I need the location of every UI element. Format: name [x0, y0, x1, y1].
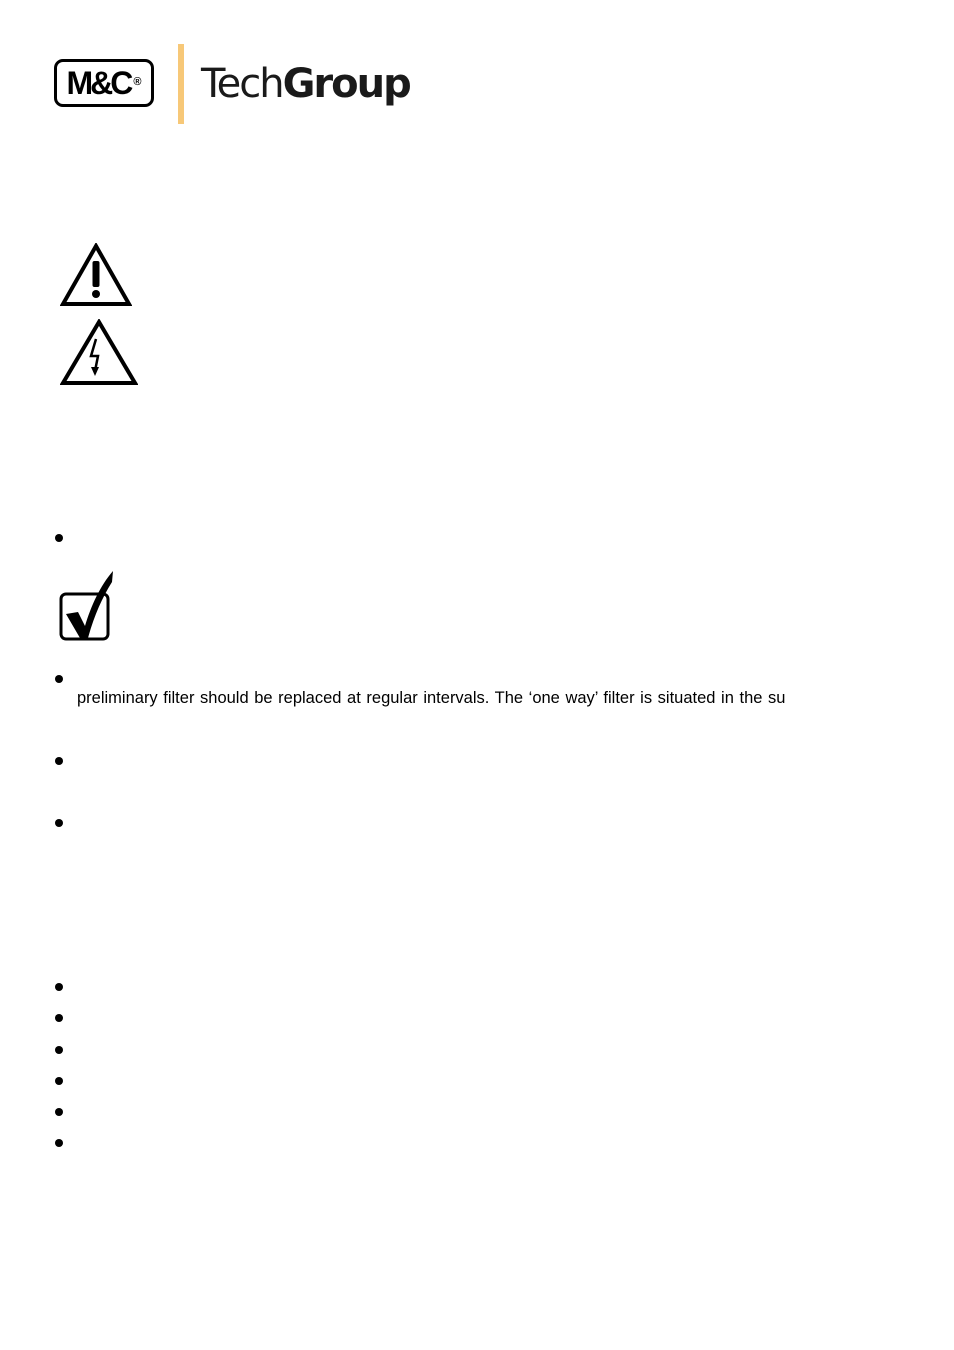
checkbox-check-icon — [58, 568, 116, 644]
electrical-hazard-icon — [60, 319, 138, 387]
mc-logo — [54, 59, 154, 107]
warning-triangle-icon — [60, 243, 132, 307]
list-bullet — [55, 1139, 63, 1147]
logo-text: M&C — [66, 65, 131, 101]
logo-registered-mark: ® — [133, 76, 142, 88]
list-bullet — [55, 819, 63, 827]
list-bullet — [55, 983, 63, 991]
list-bullet — [55, 534, 63, 542]
header-divider — [178, 44, 184, 124]
list-bullet — [55, 1077, 63, 1085]
list-bullet — [55, 1014, 63, 1022]
brand-tech: Tech — [201, 61, 283, 107]
list-bullet — [55, 757, 63, 765]
brand-group: Group — [282, 61, 410, 107]
list-bullet — [55, 675, 63, 683]
list-bullet — [55, 1108, 63, 1116]
techgroup-wordmark — [201, 60, 410, 108]
filter-instruction-text: preliminary filter should be replaced at regular intervals. The ‘one way’ filter is situated in the su — [77, 689, 786, 707]
list-bullet — [55, 1046, 63, 1054]
